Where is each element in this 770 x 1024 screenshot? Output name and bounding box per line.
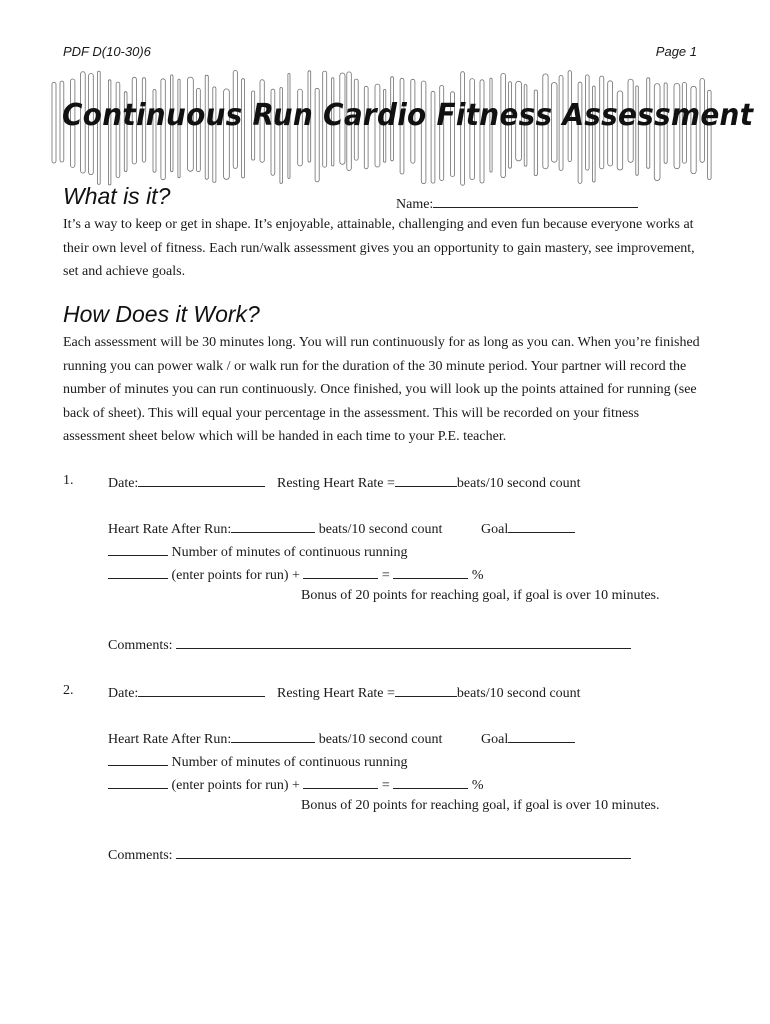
date-label: Date: [108, 476, 139, 491]
resting-heart-rate-field[interactable] [277, 473, 581, 492]
beats-label: beats/10 second count [315, 522, 443, 537]
after-run-label: Heart Rate After Run: [108, 732, 232, 747]
date-blank[interactable] [138, 473, 265, 487]
page-title: Continuous Run Cardio Fitness Assessment [62, 98, 754, 133]
entry-number: 2. [63, 683, 74, 698]
date-field[interactable] [108, 683, 265, 702]
minutes-field[interactable] [108, 542, 408, 561]
assessment-entry-2 [0, 680, 770, 880]
minutes-field[interactable] [108, 752, 408, 771]
what-heading: What is it? [63, 183, 171, 209]
percent-blank[interactable] [393, 775, 468, 789]
comments-blank[interactable] [176, 635, 631, 649]
goal-field[interactable] [481, 519, 575, 538]
page-number: Page 1 [655, 44, 697, 59]
resting-blank[interactable] [395, 683, 457, 697]
percent-blank[interactable] [393, 565, 468, 579]
after-run-field[interactable] [108, 729, 442, 748]
beats-label: beats/10 second count [315, 732, 443, 747]
after-run-blank[interactable] [231, 729, 315, 743]
date-blank[interactable] [138, 683, 265, 697]
comments-label: Comments: [108, 638, 177, 653]
assessment-entry-1 [0, 470, 770, 670]
points-label: (enter points for run) + [168, 778, 304, 793]
goal-label: Goal [481, 522, 509, 537]
percent-sign: % [468, 568, 484, 583]
goal-blank[interactable] [508, 519, 575, 533]
name-field[interactable] [396, 194, 638, 213]
points-label: (enter points for run) + [168, 568, 304, 583]
title-banner [48, 68, 754, 188]
entry-number: 1. [63, 473, 74, 488]
date-field[interactable] [108, 473, 265, 492]
name-blank[interactable] [433, 194, 638, 208]
after-run-field[interactable] [108, 519, 442, 538]
bonus-blank[interactable] [303, 775, 378, 789]
beats-label: beats/10 second count [456, 476, 581, 491]
equals-sign: = [378, 568, 394, 583]
minutes-label: Number of minutes of continuous running [168, 755, 408, 770]
resting-blank[interactable] [395, 473, 457, 487]
minutes-blank[interactable] [108, 752, 168, 766]
minutes-blank[interactable] [108, 542, 168, 556]
bonus-note: Bonus of 20 points for reaching goal, if goal is over 10 minutes. [301, 588, 660, 603]
percent-sign: % [468, 778, 484, 793]
how-heading: How Does it Work? [63, 301, 260, 327]
points-blank[interactable] [108, 775, 168, 789]
beats-label: beats/10 second count [456, 686, 581, 701]
date-label: Date: [108, 686, 139, 701]
name-label: Name: [396, 197, 434, 212]
goal-field[interactable] [481, 729, 575, 748]
comments-field[interactable] [108, 845, 631, 864]
bonus-note: Bonus of 20 points for reaching goal, if goal is over 10 minutes. [301, 798, 660, 813]
bonus-blank[interactable] [303, 565, 378, 579]
after-run-label: Heart Rate After Run: [108, 522, 232, 537]
comments-field[interactable] [108, 635, 631, 654]
banner-stripe [52, 82, 56, 163]
points-blank[interactable] [108, 565, 168, 579]
goal-label: Goal [481, 732, 509, 747]
goal-blank[interactable] [508, 729, 575, 743]
resting-heart-rate-field[interactable] [277, 683, 581, 702]
points-field[interactable] [108, 565, 484, 584]
how-description: Each assessment will be 30 minutes long. You will run continuously for as long as you can. When you’re finished running you can power walk / or walk run for the duration of the 30 minute period. Your partner will record the number of minutes you can run continuously. Once finished, you will look up the points attained for running (see back of sheet). This will equal your percentage in the assessment. This will be recorded on your fitness assessment sheet below which will be handed in each time to your P.E. teacher. [63, 335, 700, 444]
what-description: It’s a way to keep or get in shape. It’s enjoyable, attainable, challenging and even fun because everyone works at their own level of fitness. Each run/walk assessment gives you an opportunity to gain mastery, see improvement, set and achieve goals. [63, 217, 695, 279]
comments-label: Comments: [108, 848, 177, 863]
resting-label: Resting Heart Rate = [277, 686, 395, 701]
document-code: PDF D(10-30)6 [63, 44, 151, 59]
points-field[interactable] [108, 775, 484, 794]
minutes-label: Number of minutes of continuous running [168, 545, 408, 560]
resting-label: Resting Heart Rate = [277, 476, 395, 491]
after-run-blank[interactable] [231, 519, 315, 533]
comments-blank[interactable] [176, 845, 631, 859]
equals-sign: = [378, 778, 394, 793]
